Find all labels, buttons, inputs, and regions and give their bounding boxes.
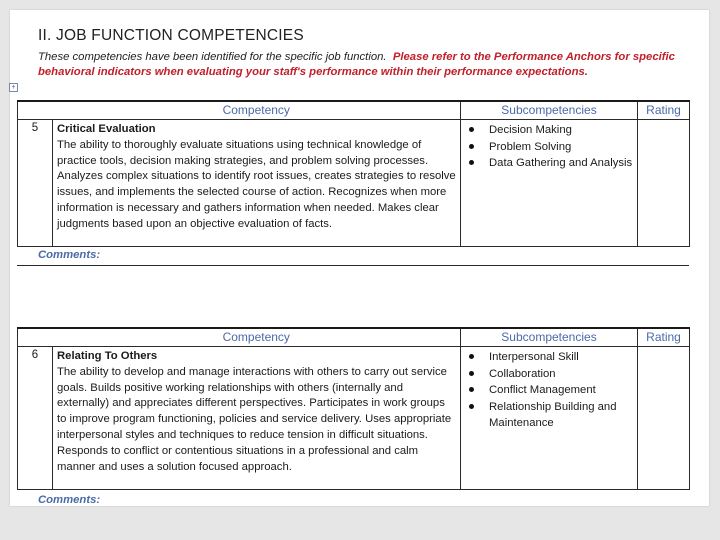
section-title: II. JOB FUNCTION COMPETENCIES (38, 27, 304, 44)
list-item: Collaboration (469, 366, 633, 383)
subcompetencies-header: Subcompetencies (461, 101, 638, 120)
bullet-icon (469, 404, 474, 409)
rating-cell[interactable] (638, 120, 690, 247)
intro-text (38, 50, 698, 80)
competency-description: The ability to thoroughly evaluate situations using technical knowledge of practice tools, decision making strategies, and problem solving processes. Analyzes complex situations to identify root issues, creates strategies to resolve issues, and implements the selected course of action. Recognizes when more information is necessary and gathers information when needed. Makes clear judgments based upon an objective evaluation of facts. (57, 138, 456, 230)
table-row (18, 347, 690, 490)
competency-number: 5 (18, 120, 53, 247)
rating-header: Rating (638, 328, 690, 347)
bullet-icon (469, 127, 474, 132)
intro-plain: These competencies have been identified for the specific job function. (38, 51, 387, 63)
list-item: Interpersonal Skill (469, 349, 633, 366)
competency-header: Competency (53, 328, 461, 347)
table-move-handle-icon[interactable]: + (9, 83, 18, 92)
subcompetency-list (469, 122, 633, 172)
comments-field (17, 265, 689, 266)
subcompetencies-cell (461, 347, 638, 490)
competency-number: 6 (18, 347, 53, 490)
competency-name: Critical Evaluation (57, 123, 156, 135)
bullet-icon (469, 354, 474, 359)
competency-header: Competency (53, 101, 461, 120)
competency-table (17, 100, 690, 247)
bullet-icon (469, 144, 474, 149)
subcompetencies-cell (461, 120, 638, 247)
comments-label: Comments: (38, 249, 101, 261)
bullet-icon (469, 387, 474, 392)
comments-label: Comments: (38, 494, 101, 506)
list-item: Decision Making (469, 122, 633, 139)
subcompetencies-header: Subcompetencies (461, 328, 638, 347)
rating-header: Rating (638, 101, 690, 120)
bullet-icon (469, 160, 474, 165)
competency-description: The ability to develop and manage interactions with others to carry out service goals. Builds positive working relationships with others (internally and externally) and appreciates different perspectives. Participates in work groups to improve program functioning, policies and service delivery. Uses appropriate interpersonal styles and techniques to reduce tension in difficult situations. Responds to conflict or contentious situations in a professional and calm manner and uses a solution focused approach. (57, 365, 452, 473)
competency-name: Relating To Others (57, 350, 158, 362)
table-row (18, 120, 690, 247)
competency-cell (53, 120, 461, 247)
list-item: Conflict Management (469, 382, 633, 399)
rating-cell[interactable] (638, 347, 690, 490)
table-header-row (18, 328, 690, 347)
competency-cell (53, 347, 461, 490)
subcompetency-list (469, 349, 633, 432)
list-item: Relationship Building and Maintenance (469, 399, 633, 432)
competency-table (17, 327, 690, 490)
table-header-row (18, 101, 690, 120)
list-item: Problem Solving (469, 139, 633, 156)
intro-emphasis: Please refer to the Performance Anchors for specific behavioral indicators when evaluating your staff's performance within their performance expectations. (38, 51, 675, 78)
bullet-icon (469, 371, 474, 376)
list-item: Data Gathering and Analysis (469, 155, 633, 172)
